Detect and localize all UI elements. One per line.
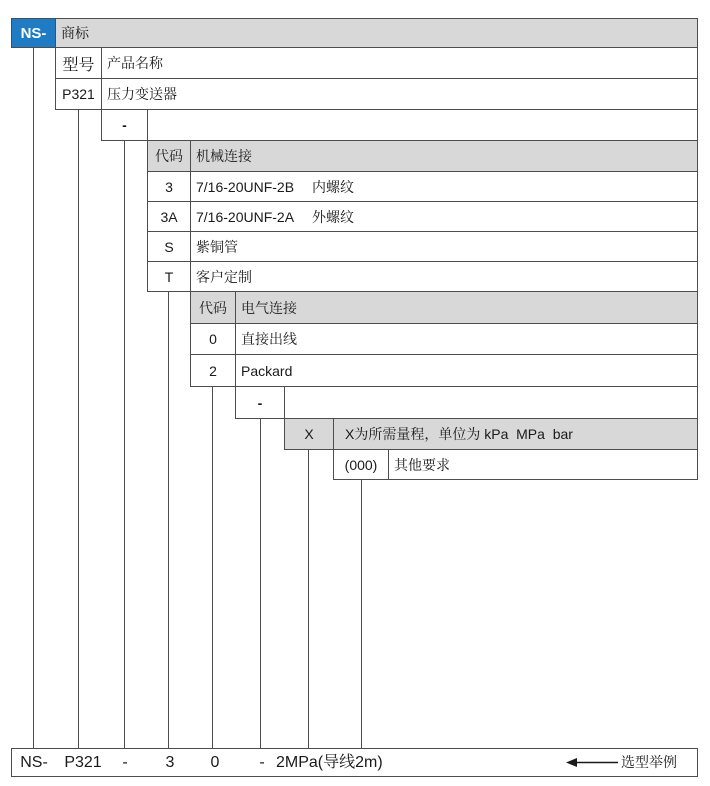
- mechanical-header-code: 代码: [147, 140, 191, 172]
- mechanical-option-spec: 7/16-20UNF-2B: [196, 178, 295, 195]
- arrow-left-icon: [566, 757, 618, 768]
- connector-line: [308, 450, 309, 748]
- mechanical-option-label: [190, 171, 698, 202]
- example-part-electrical: 0: [210, 754, 220, 771]
- model-name-cell: 压力变送器: [101, 78, 698, 110]
- mechanical-option-code: T: [147, 261, 191, 292]
- example-part-separator: -: [122, 754, 128, 771]
- mechanical-option-code: 3A: [147, 201, 191, 232]
- separator-2-blank: [284, 386, 698, 419]
- separator-1-cell: -: [101, 109, 148, 141]
- mechanical-option-note: 外螺纹: [312, 208, 355, 225]
- electrical-option-label: 直接出线: [235, 323, 698, 355]
- model-code-cell: P321: [55, 78, 102, 110]
- example-part-separator: -: [259, 754, 265, 771]
- example-part-model: P321: [64, 754, 102, 771]
- other-code-cell: (000): [333, 449, 389, 480]
- other-label-cell: 其他要求: [388, 449, 698, 480]
- mechanical-option-label: 客户定制: [190, 261, 698, 292]
- electrical-option-code: 2: [190, 354, 236, 387]
- example-row: [11, 748, 698, 777]
- mechanical-option-label: 紫铜管: [190, 231, 698, 262]
- electrical-option-label: Packard: [235, 354, 698, 387]
- mechanical-option-code: S: [147, 231, 191, 262]
- connector-line: [260, 419, 261, 748]
- connector-line: [124, 141, 125, 748]
- connector-line: [78, 110, 79, 748]
- mechanical-option-spec: 7/16-20UNF-2A: [196, 208, 295, 225]
- electrical-header-code: 代码: [190, 291, 236, 324]
- brand-label-cell: 商标: [55, 18, 698, 48]
- example-part-range: 2MPa(导线2m): [276, 754, 383, 771]
- example-part-mechanical: 3: [165, 754, 175, 771]
- mechanical-option-note: 内螺纹: [312, 178, 355, 195]
- example-caption: 选型举例: [621, 754, 677, 770]
- model-header-label: 产品名称: [101, 47, 698, 79]
- brand-code-cell: NS-: [11, 18, 56, 48]
- electrical-option-code: 0: [190, 323, 236, 355]
- separator-2-cell: -: [235, 386, 285, 419]
- mechanical-header-label: 机械连接: [190, 140, 698, 172]
- range-label-cell: X为所需量程，单位为 kPa MPa bar: [333, 418, 698, 450]
- model-header-code: 型号: [55, 47, 102, 79]
- example-part-brand: NS-: [20, 754, 48, 771]
- connector-line: [33, 48, 34, 748]
- electrical-header-label: 电气连接: [235, 291, 698, 324]
- connector-line: [361, 480, 362, 748]
- connector-line: [212, 387, 213, 748]
- mechanical-option-code: 3: [147, 171, 191, 202]
- mechanical-option-label: [190, 201, 698, 232]
- connector-line: [168, 292, 169, 748]
- range-code-cell: X: [284, 418, 334, 450]
- separator-1-blank: [147, 109, 698, 141]
